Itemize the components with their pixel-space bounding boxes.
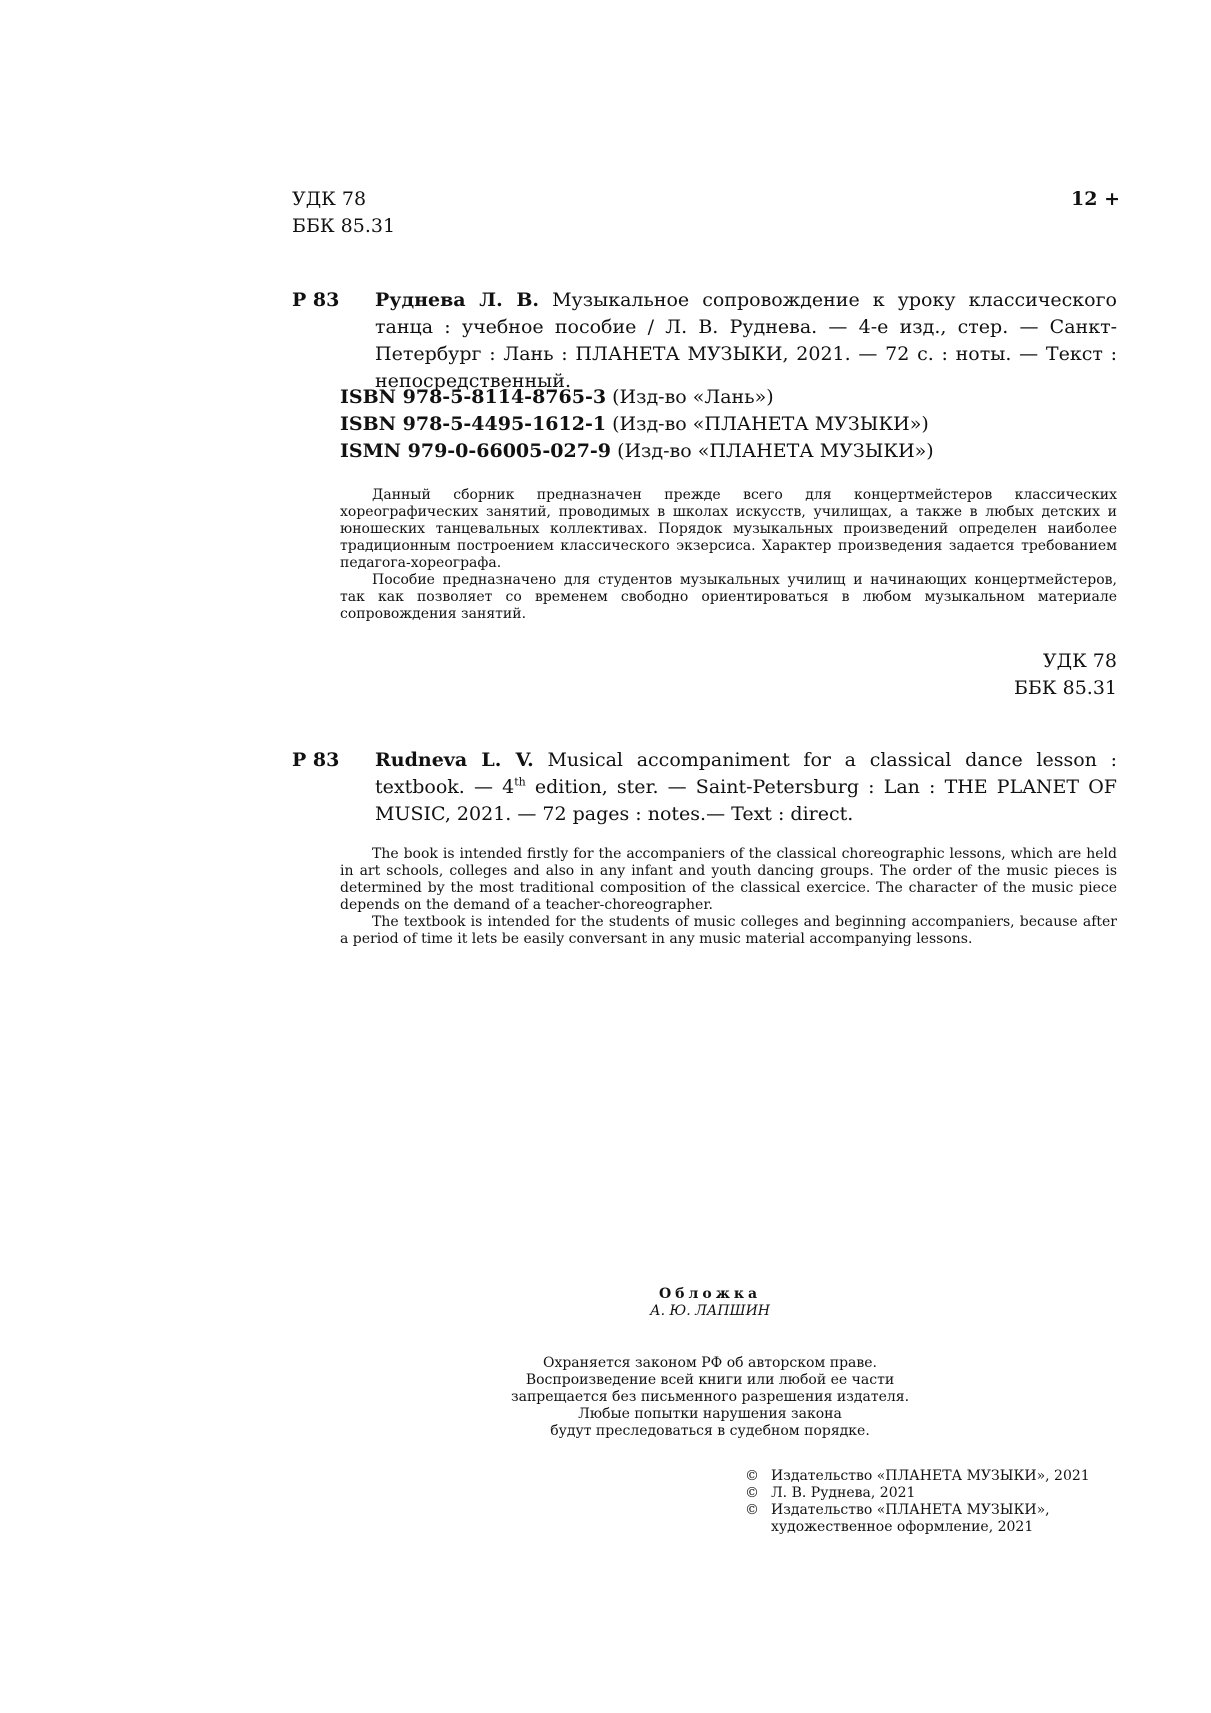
ru-record-code: Р 83 [292, 289, 340, 311]
isbn-list [340, 384, 934, 465]
legal-line: Воспроизведение всей книги или любой ее части [525, 1372, 895, 1388]
isbn-number: ISBN 978-5-8114-8765-3 [340, 386, 607, 408]
legal-line: будут преследоваться в судебном порядке. [550, 1423, 870, 1439]
isbn-row [340, 438, 934, 465]
isbn-number: ISBN 978-5-4495-1612-1 [340, 413, 607, 435]
copyright-icon: © [745, 1468, 759, 1484]
en-edition-suffix: th [514, 775, 526, 789]
copyright-text: Издательство «ПЛАНЕТА МУЗЫКИ», художественное оформление, 2021 [771, 1502, 1050, 1535]
age-rating: 12 + [1071, 188, 1120, 210]
en-abstract-p2: The textbook is intended for the students of music colleges and beginning accompaniers, because after a period of time it lets be easily conversant in any music material accompanying lessons. [340, 914, 1117, 947]
en-abstract [340, 846, 1117, 948]
copyright-block [745, 1468, 1125, 1536]
header-bbk: ББК 85.31 [292, 215, 396, 237]
copyright-icon: © [745, 1502, 759, 1518]
isbn-publisher: (Изд-во «ПЛАНЕТА МУЗЫКИ») [617, 440, 934, 462]
en-record-code: Р 83 [292, 749, 340, 771]
copyright-row [745, 1485, 1125, 1502]
en-record-description [375, 747, 1117, 828]
copyright-icon: © [745, 1485, 759, 1501]
isbn-row [340, 384, 934, 411]
legal-line: Любые попытки нарушения закона [578, 1406, 842, 1422]
isbn-publisher: (Изд-во «ПЛАНЕТА МУЗЫКИ») [612, 413, 929, 435]
cover-artist: А. Ю. ЛАПШИН [650, 1303, 770, 1319]
legal-notice [480, 1355, 940, 1440]
isbn-number: ISMN 979-0-66005-027-9 [340, 440, 612, 462]
en-description-part2: edition, ster. — Saint-Petersburg : Lan : THE PLANET OF MUSIC, 2021. — 72 pages : notes.— Text : direct. [375, 776, 1117, 825]
ru-description-text: Музыкальное сопровождение к уроку классического танца : учебное пособие / Л. В. Руднева. — 4-е изд., стер. — Санкт-Петербург : Лань : ПЛАНЕТА МУЗЫКИ, 2021. — 72 с. : ноты. — Текст : непосредственный. [375, 289, 1117, 392]
ru-bbk: ББК 85.31 [1013, 677, 1117, 699]
legal-line: запрещается без письменного разрешения издателя. [510, 1389, 910, 1405]
ru-abstract [340, 487, 1117, 623]
legal-line: Охраняется законом РФ об авторском праве. [542, 1355, 878, 1371]
ru-udk: УДК 78 [1042, 650, 1117, 672]
header-classification [292, 186, 395, 240]
ru-abstract-p2: Пособие предназначено для студентов музыкальных училищ и начинающих концертмейстеров, так как позволяет со временем свободно ориентироваться в любом музыкальном материале сопровождения занятий. [340, 572, 1117, 622]
en-author: Rudneva L. V. [375, 749, 534, 771]
cover-label: Обложка [658, 1286, 762, 1302]
en-abstract-p1: The book is intended firstly for the accompaniers of the classical choreographic lessons, which are held in art schools, colleges and also in any infant and youth dancing groups. The order of the music pieces is determined by the most traditional composition of the classical exercice. The character of the music piece depends on the demand of a teacher-choreographer. [340, 846, 1117, 913]
ru-abstract-p1: Данный сборник предназначен прежде всего для концертмейстеров классических хореографических занятий, проводимых в школах искусств, училищах, а также в любых детских и юношеских танцевальных коллективах. Порядок музыкальных произведений определен наиболее традиционным построением классического экзерсиса. Характер произведения задается требованием педагога-хореографа. [340, 487, 1117, 571]
copyright-text: Издательство «ПЛАНЕТА МУЗЫКИ», 2021 [771, 1468, 1090, 1484]
ru-record-classification [940, 648, 1117, 702]
ru-author: Руднева Л. В. [375, 289, 539, 311]
cover-credit [500, 1286, 920, 1320]
header-udk: УДК 78 [292, 188, 367, 210]
ru-record-description [375, 287, 1117, 395]
isbn-publisher: (Изд-во «Лань») [612, 386, 774, 408]
copyright-text: Л. В. Руднева, 2021 [771, 1485, 916, 1501]
copyright-row [745, 1468, 1125, 1485]
copyright-row [745, 1502, 1125, 1536]
isbn-row [340, 411, 934, 438]
en-description-part1: Musical accompaniment for a classical dance lesson : textbook. — 4 [375, 749, 1118, 798]
